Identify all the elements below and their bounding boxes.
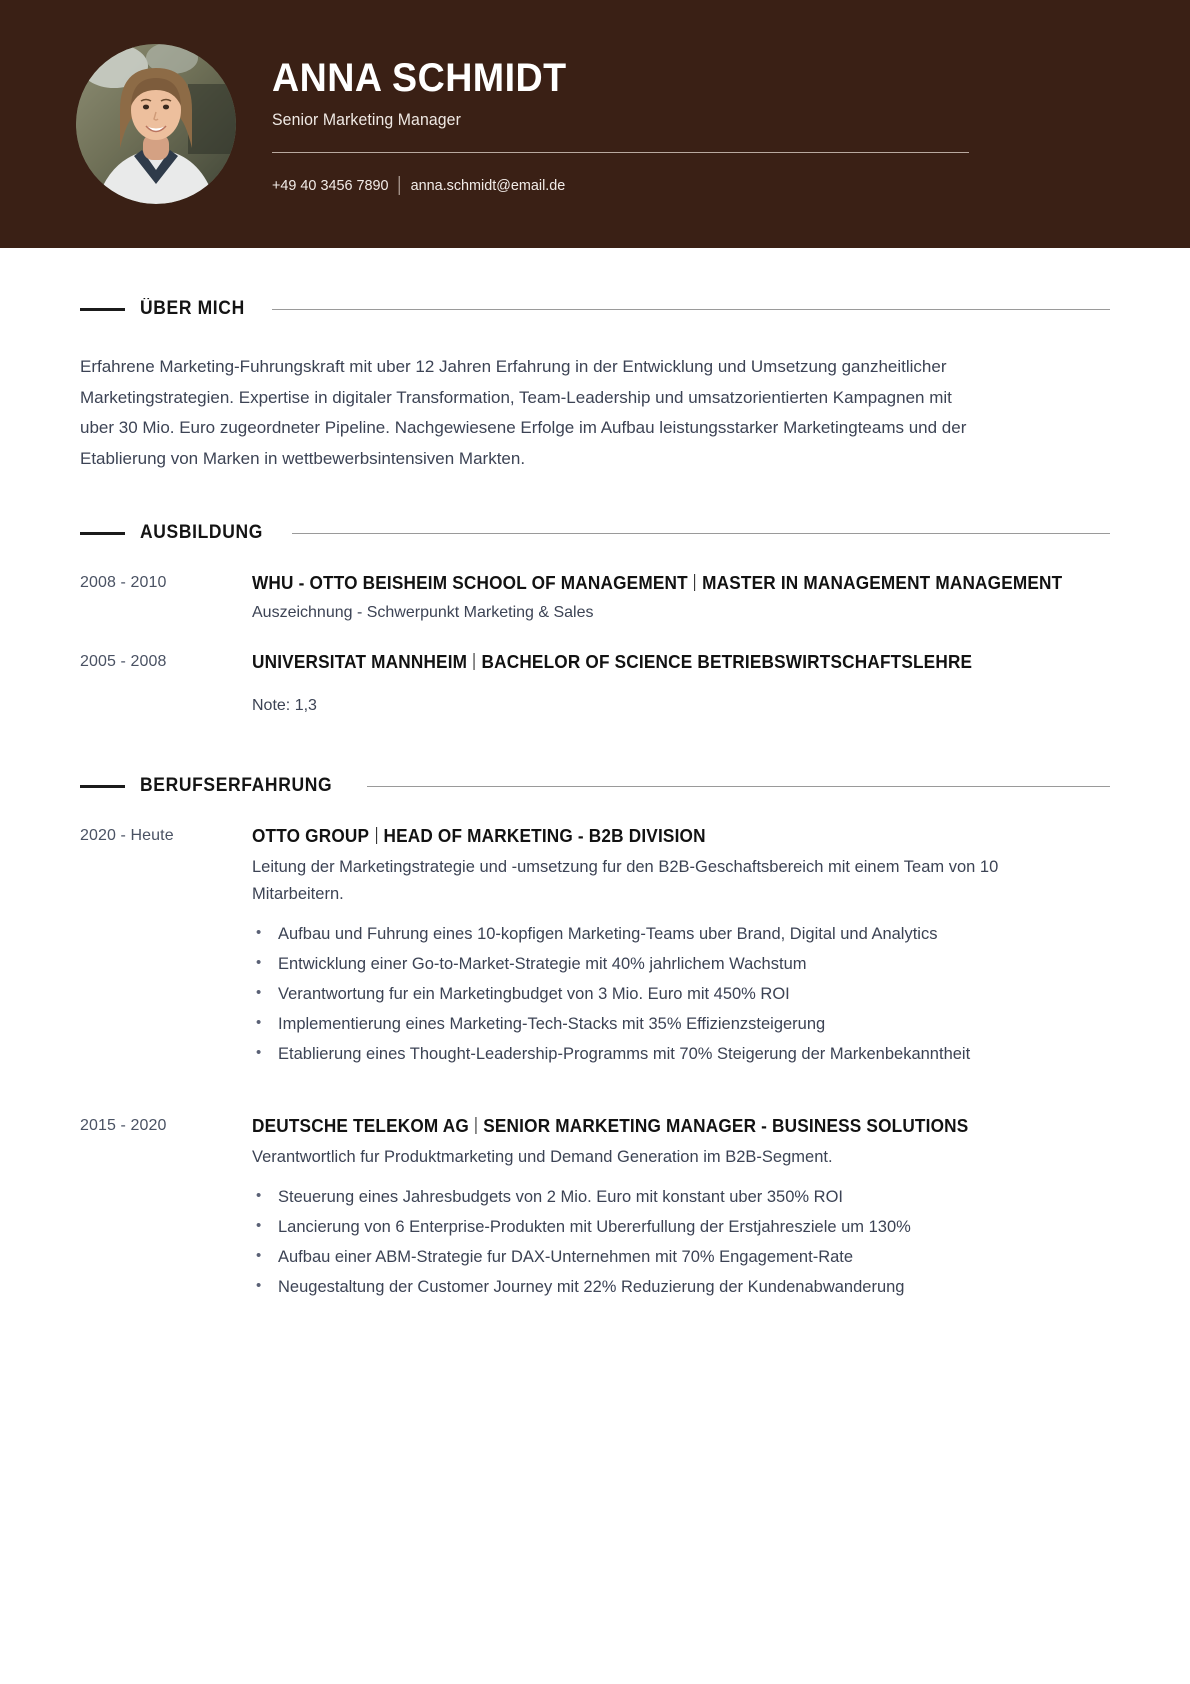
spacer-experience (80, 718, 1110, 773)
experience-entry-body (252, 825, 1110, 1071)
section-dash-icon (80, 785, 125, 788)
list-item: • Implementierung eines Marketing-Tech-Stacks mit 35% Effizienzsteigerung (252, 1011, 1042, 1037)
section-dash-icon (80, 308, 125, 311)
experience-date: 2015 - 2020 (80, 1117, 167, 1134)
education-entry-body (252, 651, 1110, 718)
email-address[interactable]: anna.schmidt@email.de (410, 177, 566, 194)
experience-company: DEUTSCHE TELEKOM AG (252, 1116, 469, 1136)
experience-company: OTTO GROUP (252, 826, 370, 846)
experience-bullet-list (252, 1184, 1110, 1300)
resume-header (0, 0, 1190, 248)
experience-entry (80, 1115, 1110, 1304)
phone-number[interactable]: +49 40 3456 7890 (272, 177, 389, 194)
experience-position: HEAD OF MARKETING - B2B DIVISION (383, 826, 706, 846)
education-entry (80, 651, 1110, 718)
section-title-experience: BERUFSERFAHRUNG (140, 775, 333, 796)
experience-entry (80, 825, 1110, 1071)
experience-position: SENIOR MARKETING MANAGER - BUSINESS SOLUTIONS (483, 1116, 969, 1136)
title-separator (376, 827, 377, 844)
spacer-between-jobs (80, 1071, 1110, 1089)
list-item: • Verantwortung fur ein Marketingbudget von 3 Mio. Euro mit 450% ROI (252, 981, 1042, 1007)
section-about (80, 296, 1110, 474)
header-text-block (272, 53, 972, 195)
list-item: • Aufbau einer ABM-Strategie fur DAX-Unternehmen mit 70% Engagement-Rate (252, 1244, 1042, 1270)
list-item: • Aufbau und Fuhrung eines 10-kopfigen Marketing-Teams uber Brand, Digital und Analytics (252, 921, 1042, 947)
experience-description: Verantwortlich fur Produktmarketing und Demand Generation im B2B-Segment. (252, 1148, 833, 1166)
list-item: • Lancierung von 6 Enterprise-Produkten mit Ubererfullung der Erstjahresziele um 130% (252, 1214, 1042, 1240)
section-dash-icon (80, 532, 125, 535)
about-summary-text: Erfahrene Marketing-Fuhrungskraft mit uber 12 Jahren Erfahrung in der Entwicklung und Umsetzung ganzheitlicher Marketingstrategien. Expertise in digitaler Transformation, Team-Leadership und umsatzorientierten Kampagnen mit uber 30 Mio. Euro zugeordneter Pipeline. Nachgewiesene Erfolge im Aufbau leistungsstarker Marketingteams und der Etablierung von Marken in wettbewerbsintensiven Markten. (80, 357, 967, 468)
title-separator (474, 653, 475, 670)
education-date: 2005 - 2008 (80, 653, 167, 670)
avatar (76, 44, 236, 204)
education-title (252, 572, 1071, 595)
resume-body (0, 248, 1190, 1304)
experience-title (252, 1115, 1071, 1138)
job-role-subtitle: Senior Marketing Manager (272, 111, 461, 129)
education-title (252, 651, 1071, 674)
list-item: • Entwicklung einer Go-to-Market-Strategie mit 40% jahrlichem Wachstum (252, 951, 1042, 977)
section-rule (292, 533, 1110, 534)
experience-title (252, 825, 1071, 848)
section-header-experience (80, 773, 1110, 799)
experience-bullet-list (252, 921, 1110, 1067)
list-item: • Steuerung eines Jahresbudgets von 2 Mio. Euro mit konstant uber 350% ROI (252, 1184, 1042, 1210)
list-item: • Neugestaltung der Customer Journey mit 22% Reduzierung der Kundenabwanderung (252, 1274, 1042, 1300)
education-date: 2008 - 2010 (80, 574, 167, 591)
profile-photo-icon (76, 44, 236, 204)
header-divider (272, 152, 969, 153)
spacer-top (80, 248, 1110, 296)
contact-line (272, 176, 944, 195)
experience-date: 2020 - Heute (80, 827, 174, 844)
experience-entry-body (252, 1115, 1110, 1304)
education-note: Note: 1,3 (252, 697, 317, 714)
list-item: • Etablierung eines Thought-Leadership-Programms mit 70% Steigerung der Markenbekanntheit (252, 1041, 1042, 1067)
title-separator (694, 574, 695, 591)
section-experience (80, 773, 1110, 1304)
section-rule (367, 786, 1110, 787)
section-rule (272, 309, 1110, 310)
title-separator (476, 1117, 477, 1134)
education-entry-body (252, 572, 1110, 625)
education-entry (80, 572, 1110, 625)
section-title-education: AUSBILDUNG (140, 522, 263, 543)
experience-description: Leitung der Marketingstrategie und -umsetzung fur den B2B-Geschaftsbereich mit einem Team von 10 Mitarbeitern. (252, 858, 999, 903)
spacer-education (80, 474, 1110, 520)
contact-separator (399, 176, 400, 195)
education-degree: MASTER IN MANAGEMENT MANAGEMENT (702, 573, 1063, 593)
education-degree: BACHELOR OF SCIENCE BETRIEBSWIRTSCHAFTSLEHRE (481, 652, 973, 672)
section-education (80, 520, 1110, 718)
education-note: Auszeichnung - Schwerpunkt Marketing & Sales (252, 604, 594, 621)
section-title-about: ÜBER MICH (140, 298, 245, 319)
education-institution: UNIVERSITAT MANNHEIM (252, 652, 468, 672)
section-header-education (80, 520, 1110, 546)
education-institution: WHU - OTTO BEISHEIM SCHOOL OF MANAGEMENT (252, 573, 688, 593)
section-header-about (80, 296, 1110, 322)
page-title: ANNA SCHMIDT (272, 56, 567, 100)
